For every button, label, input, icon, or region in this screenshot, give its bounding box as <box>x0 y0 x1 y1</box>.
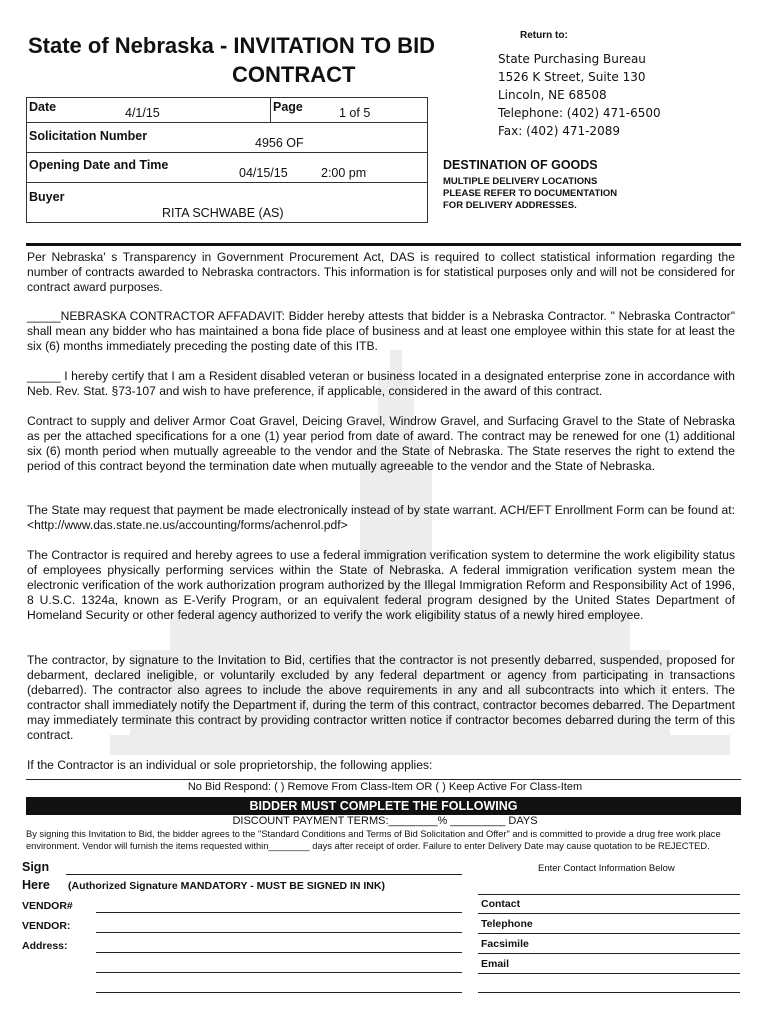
document-title-line2: CONTRACT <box>232 62 356 87</box>
email-field[interactable] <box>478 973 740 974</box>
return-to-label: Return to: <box>520 30 568 41</box>
page-label: Page <box>273 100 303 114</box>
destination-line: PLEASE REFER TO DOCUMENTATION <box>443 188 618 199</box>
contact-info-hint: Enter Contact Information Below <box>538 863 675 874</box>
address-field[interactable] <box>96 952 462 953</box>
telephone-field[interactable] <box>478 933 740 934</box>
sole-proprietorship-paragraph: If the Contractor is an individual or sole proprietorship, the following applies: <box>27 758 433 772</box>
date-label: Date <box>29 100 57 114</box>
contractor-affidavit-paragraph: _____NEBRASKA CONTRACTOR AFFADAVIT: Bidder hereby attests that bidder is a Nebraska Contractor. " Nebraska Contractor" shall mean any bidder who has maintained a bona fide place of business and at least one employee within this state for at least the six (6) months immediately preceding the posting date of this ITB. <box>27 309 735 353</box>
contact-top-rule <box>478 894 740 895</box>
address-label: Address: <box>22 940 68 952</box>
box-divider <box>27 182 427 183</box>
vendor-number-label: VENDOR# <box>22 900 73 912</box>
contact-label: Contact <box>481 898 521 910</box>
vendor-label: VENDOR: <box>22 920 71 932</box>
solicitation-info-box <box>26 97 428 223</box>
solicitation-number-value: 4956 OF <box>255 136 304 150</box>
opening-date-value: 04/15/15 <box>239 166 288 180</box>
page-value: 1 of 5 <box>339 106 371 120</box>
no-bid-respond-line: No Bid Respond: ( ) Remove From Class-Item OR ( ) Keep Active For Class-Item <box>187 781 583 793</box>
opening-time-value: 2:00 pm <box>321 166 367 180</box>
vendor-number-field[interactable] <box>96 912 462 913</box>
buyer-label: Buyer <box>29 190 65 204</box>
buyer-value: RITA SCHWABE (AS) <box>162 206 284 220</box>
document-title: State of Nebraska - INVITATION TO BID <box>28 33 436 58</box>
discount-terms-line[interactable]: DISCOUNT PAYMENT TERMS:________% _________ DAYS <box>232 815 538 827</box>
vendor-field[interactable] <box>96 932 462 933</box>
contract-description-paragraph: Contract to supply and deliver Armor Coat Gravel, Deicing Gravel, Windrow Gravel, and Surfacing Gravel to the State of Nebraska as per the attached specifications for a one (1) year period from date of award. The contract may be renewed for one (1) additional six (6) month period when mutually agreeable to the vendor and the State of Nebraska. The State reserves the right to extend the period of this contract beyond the termination date when mutually agreeable to the vendor and the State of Nebraska. <box>27 414 735 473</box>
facsimile-field[interactable] <box>478 953 740 954</box>
veteran-certification-paragraph: _____ I hereby certify that I am a Resident disabled veteran or business located in a designated enterprise zone in accordance with Neb. Rev. Stat. §73-107 and wish to have preference, if applicable, considered in the award of this contract. <box>27 369 735 398</box>
signature-line[interactable] <box>66 874 462 875</box>
here-label: Here <box>22 878 50 892</box>
email-label: Email <box>481 958 510 970</box>
address-field-line3[interactable] <box>96 992 462 993</box>
date-value: 4/1/15 <box>125 106 160 120</box>
immigration-verification-paragraph: The Contractor is required and hereby agrees to use a federal immigration verification system to determine the work eligibility status of employees physically performing services within the State of Nebraska. A federal immigration verification system mean the electronic verification of the work authorization program authorized by the Illegal Immigration Reform and Responsibility Act of 1996, 8 U.S.C. 1324a, known as E-Verify Program, or an equivalent federal program designed by the United States Department of Homeland Security or other federal agency authorized to verify the work eligibility status of a newly hired employee. <box>27 548 735 622</box>
section-rule <box>26 243 741 246</box>
debarment-paragraph: The contractor, by signature to the Invitation to Bid, certifies that the contractor is not presently debarred, suspended, proposed for debarment, declared ineligible, or voluntarily excluded by any federal department or agency from participating in transactions (debarred). The contractor also agrees to include the above requirements in any and all subcontracts into which it enters. The contractor shall immediately notify the Department if, during the term of this contract, contractor becomes debarred. The Department may immediately terminate this contract by providing contractor written notice if contractor becomes debarred during the term of this contract. <box>27 653 735 742</box>
bidder-must-complete-banner: BIDDER MUST COMPLETE THE FOLLOWING <box>26 797 741 815</box>
opening-date-label: Opening Date and Time <box>29 158 169 172</box>
address-fax: Fax: (402) 471-2089 <box>498 124 620 138</box>
address-line: State Purchasing Bureau <box>498 52 646 66</box>
address-line: Lincoln, NE 68508 <box>498 88 607 102</box>
address-telephone: Telephone: (402) 471-6500 <box>498 106 661 120</box>
contact-field[interactable] <box>478 913 740 914</box>
divider <box>26 779 741 780</box>
fine-print-line: By signing this Invitation to Bid, the bidder agrees to the "Standard Conditions and Terms of Bid Solicitation and Offer" and is committed to provide a drug free work place <box>26 829 721 839</box>
telephone-label: Telephone <box>481 918 533 930</box>
destination-line: MULTIPLE DELIVERY LOCATIONS <box>443 176 598 187</box>
transparency-paragraph: Per Nebraska' s Transparency in Government Procurement Act, DAS is required to collect statistical information regarding the number of contracts awarded to Nebraska contractors. This information is for statistical purposes only and will not be considered for contract award purposes. <box>27 250 735 294</box>
facsimile-label: Facsimile <box>481 938 529 950</box>
sign-label: Sign <box>22 860 50 874</box>
email-field-line2[interactable] <box>478 992 740 993</box>
signature-note: (Authorized Signature MANDATORY - MUST BE SIGNED IN INK) <box>68 880 385 892</box>
box-divider <box>27 122 427 123</box>
address-field-line2[interactable] <box>96 972 462 973</box>
address-line: 1526 K Street, Suite 130 <box>498 70 646 84</box>
destination-heading: DESTINATION OF GOODS <box>443 158 598 172</box>
box-divider <box>27 152 427 153</box>
return-address <box>498 50 661 140</box>
solicitation-number-label: Solicitation Number <box>29 129 148 143</box>
box-divider <box>270 98 271 122</box>
destination-line: FOR DELIVERY ADDRESSES. <box>443 200 577 211</box>
destination-details <box>443 176 617 212</box>
fine-print-line: environment. Vendor will furnish the items requested within________ days after receipt of order. Failure to enter Delivery Date may cause quotation to be REJECTED. <box>26 841 710 851</box>
payment-paragraph: The State may request that payment be made electronically instead of by state warrant. ACH/EFT Enrollment Form can be found at: <http://www.das.state.ne.us/accounting/forms/achenrol.pdf> <box>27 503 735 532</box>
